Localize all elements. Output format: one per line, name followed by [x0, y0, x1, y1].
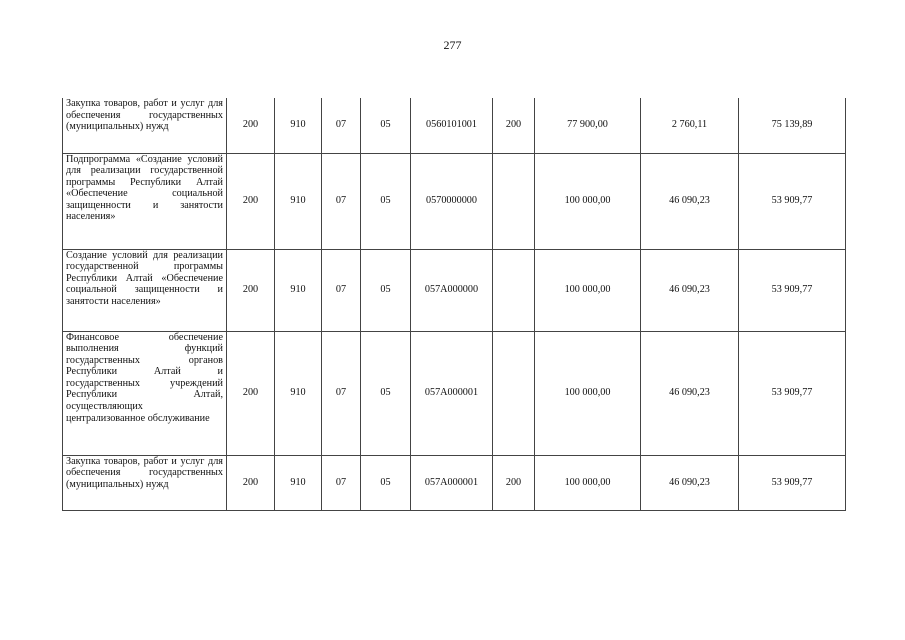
- target-cell: 0560101001: [411, 98, 493, 153]
- target-cell: 0570000000: [411, 153, 493, 249]
- executed-cell: 46 090,23: [641, 153, 739, 249]
- subsection-cell: 05: [361, 153, 411, 249]
- subsection-cell: 05: [361, 331, 411, 455]
- table-row: [63, 249, 846, 331]
- plan-cell: 100 000,00: [535, 455, 641, 510]
- executed-cell: 46 090,23: [641, 331, 739, 455]
- executed-cell: 46 090,23: [641, 455, 739, 510]
- row-name-cell: Закупка товаров, работ и услуг для обеспечения государственных (муниципальных) нужд: [63, 98, 227, 153]
- code2-cell: 910: [275, 331, 322, 455]
- code1-cell: 200: [227, 98, 275, 153]
- section-cell: 07: [322, 153, 361, 249]
- subsection-cell: 05: [361, 249, 411, 331]
- target-cell: 057А000001: [411, 455, 493, 510]
- remainder-cell: 53 909,77: [739, 455, 846, 510]
- remainder-cell: 53 909,77: [739, 249, 846, 331]
- code2-cell: 910: [275, 249, 322, 331]
- executed-cell: 46 090,23: [641, 249, 739, 331]
- code1-cell: 200: [227, 455, 275, 510]
- subsection-cell: 05: [361, 98, 411, 153]
- table-row: [63, 98, 846, 153]
- plan-cell: 77 900,00: [535, 98, 641, 153]
- plan-cell: 100 000,00: [535, 331, 641, 455]
- section-cell: 07: [322, 455, 361, 510]
- code1-cell: 200: [227, 249, 275, 331]
- expense-type-cell: 200: [493, 98, 535, 153]
- remainder-cell: 75 139,89: [739, 98, 846, 153]
- executed-cell: 2 760,11: [641, 98, 739, 153]
- code1-cell: 200: [227, 331, 275, 455]
- budget-table: [62, 98, 846, 511]
- remainder-cell: 53 909,77: [739, 331, 846, 455]
- plan-cell: 100 000,00: [535, 153, 641, 249]
- section-cell: 07: [322, 331, 361, 455]
- target-cell: 057А000000: [411, 249, 493, 331]
- code2-cell: 910: [275, 455, 322, 510]
- table-row: [63, 455, 846, 510]
- expense-type-cell: 200: [493, 455, 535, 510]
- expense-type-cell: [493, 249, 535, 331]
- page-number: 277: [443, 38, 462, 52]
- subsection-cell: 05: [361, 455, 411, 510]
- section-cell: 07: [322, 249, 361, 331]
- table-row: [63, 331, 846, 455]
- row-name-cell: Финансовое обеспечение выполнения функций государственных органов Республики Алтай и государственных учреждений Республики Алтай, осуществляющих централизованное обслуживание: [63, 331, 227, 455]
- code2-cell: 910: [275, 153, 322, 249]
- target-cell: 057А000001: [411, 331, 493, 455]
- table-row: [63, 153, 846, 249]
- remainder-cell: 53 909,77: [739, 153, 846, 249]
- row-name-cell: Подпрограмма «Создание условий для реализации государственной программы Республики Алтай «Обеспечение социальной защищенности и занятости населения»: [63, 153, 227, 249]
- expense-type-cell: [493, 331, 535, 455]
- plan-cell: 100 000,00: [535, 249, 641, 331]
- expense-type-cell: [493, 153, 535, 249]
- code1-cell: 200: [227, 153, 275, 249]
- row-name-cell: Закупка товаров, работ и услуг для обеспечения государственных (муниципальных) нужд: [63, 455, 227, 510]
- section-cell: 07: [322, 98, 361, 153]
- row-name-cell: Создание условий для реализации государственной программы Республики Алтай «Обеспечение социальной защищенности и занятости населения»: [63, 249, 227, 331]
- code2-cell: 910: [275, 98, 322, 153]
